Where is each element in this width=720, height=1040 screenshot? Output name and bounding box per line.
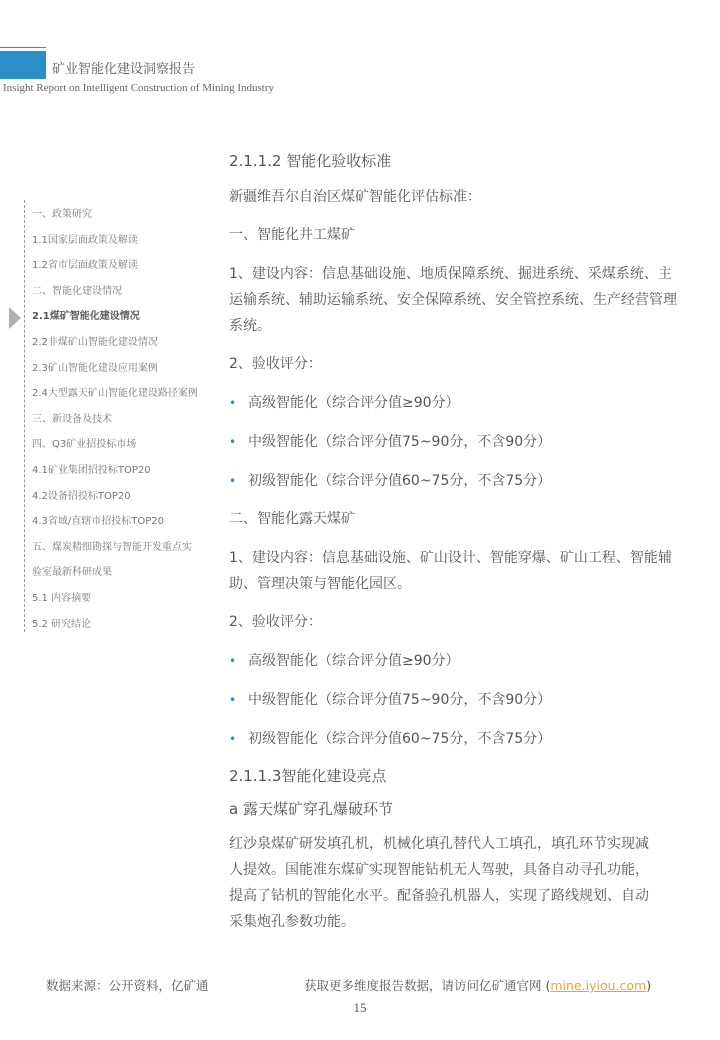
toc-item[interactable]: 2.4大型露天矿山智能化建设路径案例 xyxy=(32,388,198,400)
list-item: • 中级智能化（综合评分值75~90分，不含90分） xyxy=(229,687,677,713)
header-rule xyxy=(0,47,46,48)
data-source: 数据来源：公开资料，亿矿通 xyxy=(46,978,209,993)
report-subtitle: Insight Report on Intelligent Construction of Mining Industry xyxy=(3,82,275,94)
body-line: 提高了钻机的智能化水平。配备验孔机器人，实现了路线规划、自动 xyxy=(229,888,649,904)
body-line: 人提效。国能准东煤矿实现智能钻机无人驾驶，具备自动寻孔功能， xyxy=(229,862,649,878)
toc-item[interactable]: 4.2设备招投标TOP20 xyxy=(32,490,131,502)
toc-item-active[interactable]: 2.1煤矿智能化建设情况 xyxy=(32,311,140,323)
toc-item[interactable]: 4.3省域/直辖市招投标TOP20 xyxy=(32,516,165,528)
list-item: • 初级智能化（综合评分值60~75分，不含75分） xyxy=(229,726,677,752)
toc-divider xyxy=(24,200,25,632)
toc-item[interactable]: 2.2非煤矿山智能化建设情况 xyxy=(32,336,158,348)
list-item: • 高级智能化（综合评分值≥90分） xyxy=(229,390,677,416)
website-link[interactable]: mine.iyiou.com xyxy=(550,978,647,993)
page-number: 15 xyxy=(353,1000,367,1015)
list-item: • 中级智能化（综合评分值75~90分，不含90分） xyxy=(229,429,677,455)
footer-more-info: 获取更多维度报告数据，请访问亿矿通官网 (mine.iyiou.com) xyxy=(304,978,652,993)
toc-item[interactable]: 四、Q3矿业招投标市场 xyxy=(32,439,137,451)
toc-item[interactable]: 2.3矿山智能化建设应用案例 xyxy=(32,362,158,374)
toc-item[interactable]: 一、政策研究 xyxy=(32,209,92,220)
toc-item[interactable]: 五、煤炭精细勘探与智能开发重点实 xyxy=(32,541,192,553)
subsection-heading: a 露天煤矿穿孔爆破环节 xyxy=(229,800,393,818)
toc-item[interactable]: 1.1国家层面政策及解读 xyxy=(32,234,138,246)
section-heading: 2.1.1.2 智能化验收标准 xyxy=(229,152,392,170)
bullet-icon: • xyxy=(229,732,237,746)
part1-score-label: 2、验收评分： xyxy=(229,356,322,372)
toc-item[interactable]: 1.2省市层面政策及解读 xyxy=(32,260,138,272)
bullet-icon: • xyxy=(229,693,237,707)
toc-item[interactable]: 三、新设备及技术 xyxy=(32,413,112,425)
body-line: 红沙泉煤矿研发填孔机，机械化填孔替代人工填孔，填孔环节实现减 xyxy=(229,836,649,852)
bullet-icon: • xyxy=(229,654,237,668)
part2-score-label: 2、验收评分： xyxy=(229,614,322,630)
body-line: 采集炮孔参数功能。 xyxy=(229,914,355,930)
list-item: • 初级智能化（综合评分值60~75分，不含75分） xyxy=(229,468,677,494)
section2-heading: 2.1.1.3智能化建设亮点 xyxy=(229,767,387,785)
toc-current-marker-icon xyxy=(9,307,21,329)
header-color-block xyxy=(0,51,46,79)
bullet-icon: • xyxy=(229,435,237,449)
toc-item[interactable]: 验室最新科研成果 xyxy=(32,567,112,579)
intro-text: 新疆维吾尔自治区煤矿智能化评估标准： xyxy=(229,189,481,205)
part2-heading: 二、智能化露天煤矿 xyxy=(229,511,355,527)
main-content xyxy=(229,150,677,935)
bullet-icon: • xyxy=(229,474,237,488)
bullet-icon: • xyxy=(229,396,237,410)
toc-item[interactable]: 5.2 研究结论 xyxy=(32,618,92,630)
toc-item[interactable]: 4.1矿业集团招投标TOP20 xyxy=(32,464,151,476)
list-item: • 高级智能化（综合评分值≥90分） xyxy=(229,648,677,674)
table-of-contents xyxy=(32,206,198,641)
part1-heading: 一、智能化井工煤矿 xyxy=(229,227,355,243)
toc-item[interactable]: 5.1 内容摘要 xyxy=(32,592,92,604)
toc-item[interactable]: 二、智能化建设情况 xyxy=(32,285,122,297)
part1-construction-text: 1、建设内容：信息基础设施、地质保障系统、掘进系统、采煤系统、主运输系统、辅助运输系统、安全保障系统、安全管控系统、生产经营管理系统。 xyxy=(229,266,677,334)
report-title: 矿业智能化建设洞察报告 xyxy=(52,62,196,77)
part2-construction-text: 1、建设内容：信息基础设施、矿山设计、智能穿爆、矿山工程、智能辅助、管理决策与智能化园区。 xyxy=(229,550,672,592)
